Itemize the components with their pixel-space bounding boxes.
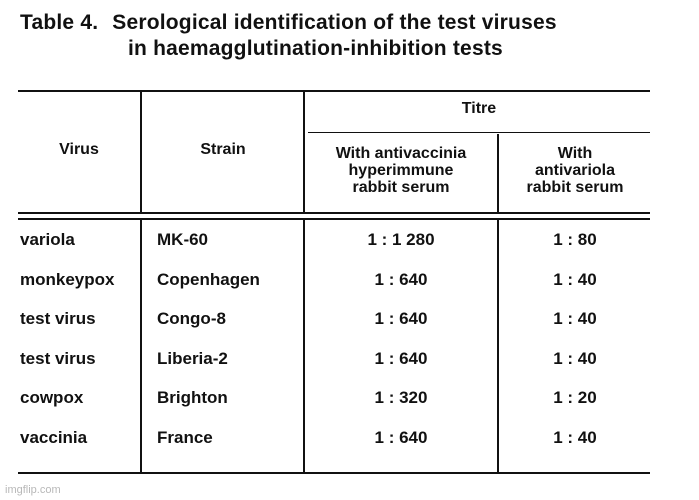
bottom-rule bbox=[18, 472, 650, 474]
cell-strain: Copenhagen bbox=[157, 269, 260, 289]
table-label: Table 4. bbox=[20, 11, 99, 34]
header-line: With antivaccinia bbox=[335, 145, 467, 162]
cell-virus: vaccinia bbox=[20, 427, 88, 447]
titre-rule bbox=[308, 132, 650, 133]
table-title bbox=[20, 10, 680, 62]
cell-antivaccinia-titre: 1 : 640 bbox=[374, 427, 428, 447]
table-row bbox=[0, 270, 699, 310]
cell-virus: cowpox bbox=[20, 388, 84, 408]
cell-virus: test virus bbox=[20, 348, 96, 368]
top-rule bbox=[18, 90, 650, 92]
header-virus: Virus bbox=[59, 141, 99, 158]
cell-antivariola-titre: 1 : 40 bbox=[553, 269, 597, 289]
cell-virus: monkeypox bbox=[20, 269, 115, 289]
column-divider bbox=[140, 92, 142, 212]
header-line: hyperimmune bbox=[348, 162, 454, 179]
title-text-1: Serological identification of the test viruses bbox=[112, 11, 557, 34]
cell-antivaccinia-titre: 1 : 640 bbox=[374, 309, 428, 329]
table-row bbox=[0, 388, 699, 428]
header-strain: Strain bbox=[200, 141, 246, 158]
header-titre: Titre bbox=[461, 100, 497, 117]
header-line: rabbit serum bbox=[526, 179, 624, 196]
cell-strain: Brighton bbox=[157, 388, 228, 408]
table-row bbox=[0, 428, 699, 468]
column-divider bbox=[303, 92, 305, 212]
cell-strain: MK-60 bbox=[157, 230, 209, 249]
table-row bbox=[0, 230, 699, 270]
header-line: With bbox=[557, 145, 593, 162]
cell-virus: variola bbox=[20, 230, 75, 249]
cell-antivaccinia-titre: 1 : 640 bbox=[374, 269, 428, 289]
table-row bbox=[0, 309, 699, 349]
column-divider bbox=[497, 134, 499, 212]
cell-strain: France bbox=[157, 427, 213, 447]
header-rule-lower bbox=[18, 218, 650, 220]
cell-antivariola-titre: 1 : 40 bbox=[553, 348, 597, 368]
cell-antivariola-titre: 1 : 40 bbox=[553, 309, 597, 329]
title-line-1 bbox=[20, 10, 680, 36]
cell-antivariola-titre: 1 : 40 bbox=[553, 427, 597, 447]
table-body bbox=[0, 230, 699, 468]
cell-strain: Liberia-2 bbox=[157, 348, 228, 368]
cell-antivariola-titre: 1 : 80 bbox=[553, 230, 597, 249]
cell-strain: Congo-8 bbox=[157, 309, 226, 329]
header-line: antivariola bbox=[534, 162, 616, 179]
title-line-2: in haemagglutination-inhibition tests bbox=[128, 37, 503, 60]
cell-antivaccinia-titre: 1 : 320 bbox=[374, 388, 428, 408]
header-rule-upper bbox=[18, 212, 650, 214]
imgflip-watermark: imgflip.com bbox=[5, 484, 61, 496]
header-line: rabbit serum bbox=[352, 179, 450, 196]
table-row bbox=[0, 349, 699, 389]
header-antivaccinia bbox=[306, 145, 496, 196]
cell-antivaccinia-titre: 1 : 640 bbox=[374, 348, 428, 368]
cell-antivariola-titre: 1 : 20 bbox=[553, 388, 597, 408]
cell-virus: test virus bbox=[20, 309, 96, 329]
cell-antivaccinia-titre: 1 : 1 280 bbox=[367, 230, 435, 249]
header-antivariola bbox=[500, 145, 650, 196]
